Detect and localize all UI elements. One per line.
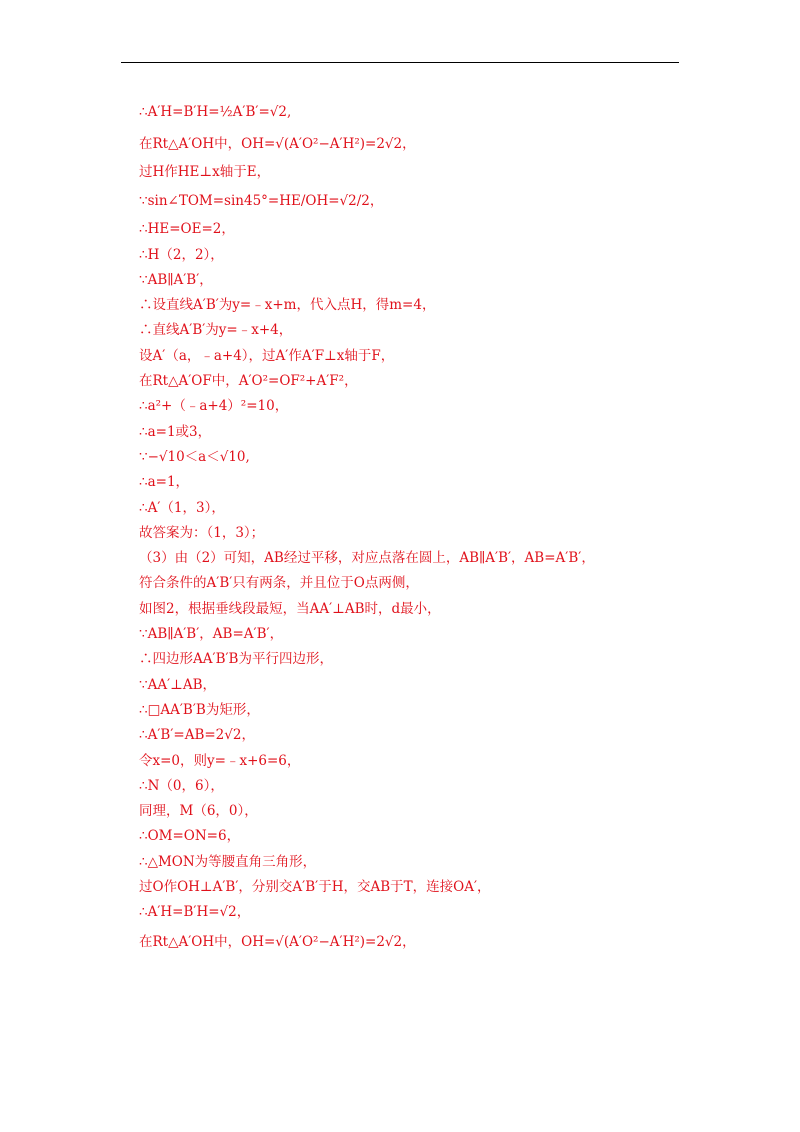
solution-line: 过H作HE⊥x轴于E， [139, 164, 271, 180]
solution-line: 如图2，根据垂线段最短，当AA′⊥AB时，d最小， [139, 600, 441, 617]
solution-line: ∵AB∥A′B′， [139, 271, 213, 288]
solution-line: ∴A′（1，3）， [139, 499, 225, 516]
solution-line: ∴a²+（﹣a+4）²=10， [139, 398, 289, 415]
solution-line: ∴□AA′B′B为矩形， [139, 701, 260, 718]
solution-line: ∴A′H=B′H=½A′B′=√2, [139, 104, 292, 120]
solution-line: ∴△MON为等腰直角三角形， [139, 853, 317, 870]
solution-line: ∴设直线A′B′为y=﹣x+m，代入点H，得m=4， [139, 297, 436, 314]
solution-line: 令x=0，则y=﹣x+6=6， [139, 752, 301, 769]
solution-line: （3）由（2）可知，AB经过平移，对应点落在圆上，AB∥A′B′，AB=A′B′， [139, 550, 595, 567]
solution-text [139, 96, 684, 958]
solution-line: ∴A′B′=AB=2√2， [139, 727, 255, 744]
solution-line: 在Rt△A′OF中，A′O²=OF²+A′F²， [139, 373, 358, 390]
solution-line: 设A′（a，﹣a+4），过A′作A′F⊥x轴于F， [139, 347, 395, 364]
solution-line: ∴N（0，6）， [139, 777, 224, 794]
solution-line: 过O作OH⊥A′B′，分别交A′B′于H，交AB于T，连接OA′， [139, 879, 491, 896]
solution-line: 符合条件的A′B′只有两条，并且位于O点两侧， [139, 575, 419, 592]
solution-line: ∵AB∥A′B′，AB=A′B′， [139, 626, 284, 643]
solution-line: ∴四边形AA′B′B为平行四边形， [139, 651, 333, 668]
solution-line: ∵sin∠TOM=sin45°=HE/OH=√2/2， [139, 193, 384, 210]
solution-line: ∴H（2，2）， [139, 246, 224, 263]
solution-line: 同理，M（6，0）， [139, 803, 258, 820]
solution-line: ∴a=1， [139, 474, 190, 491]
solution-line: ∴OM=ON=6， [139, 828, 241, 845]
solution-line: ∵AA′⊥AB， [139, 676, 217, 693]
solution-line: ∴A′H=B′H=√2， [139, 904, 251, 921]
solution-line: 故答案为：（1，3）； [139, 524, 265, 541]
solution-line: 在Rt△A′OH中，OH=√(A′O²−A′H²)=2√2， [139, 136, 416, 152]
solution-line: ∴a=1或3， [139, 423, 212, 440]
solution-line: ∴HE=OE=2， [139, 221, 235, 238]
header-rule [121, 62, 679, 63]
solution-line: 在Rt△A′OH中，OH=√(A′O²−A′H²)=2√2， [139, 933, 416, 950]
solution-line: ∵−√10＜a＜√10, [139, 448, 250, 465]
solution-line: ∴直线A′B′为y=﹣x+4， [139, 322, 293, 339]
